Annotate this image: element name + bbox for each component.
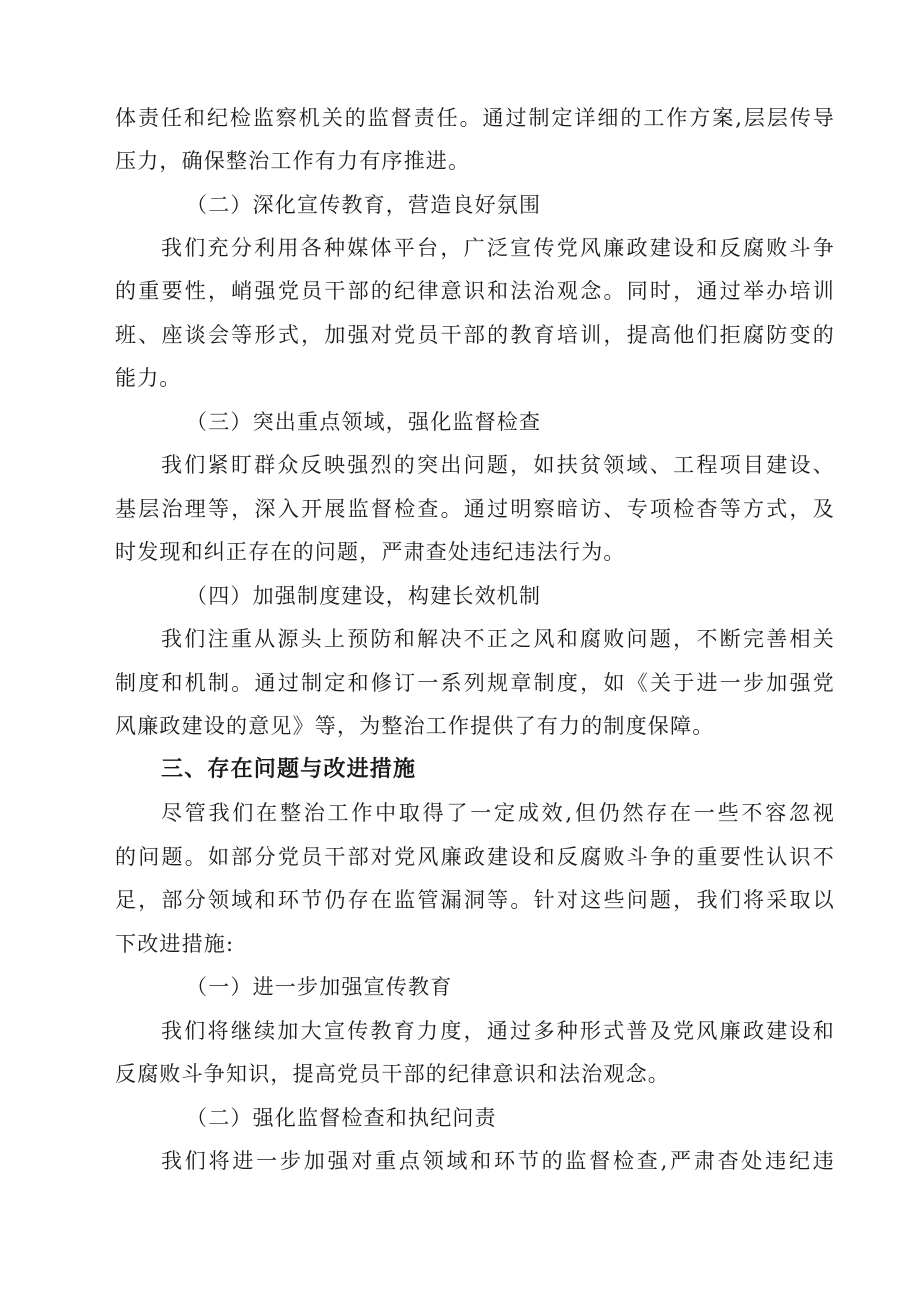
body-line: 我们紧盯群众反映强烈的突出问题，如扶贫领域、工程项目建设、 [161, 453, 835, 477]
section-subheading: （二）深化宣传教育，营造良好氛围 [186, 193, 542, 217]
section-subheading: （四）加强制度建设，构建长效机制 [186, 584, 542, 608]
section-heading: 三、存在问题与改进措施 [161, 757, 417, 782]
section-subheading: （一）进一步加强宣传教育 [186, 975, 453, 999]
body-line: 我们充分利用各种媒体平台，广泛宣传党风廉政建设和反腐败斗争 [161, 236, 835, 260]
body-line: 压力，确保整治工作有力有序推进。 [115, 149, 471, 173]
body-line: 尽管我们在整治工作中取得了一定成效,但仍然存在一些不容忽视 [161, 801, 835, 825]
body-line: 足，部分领域和环节仍存在监管漏洞等。针对这些问题，我们将采取以 [115, 888, 835, 912]
body-line: 基层治理等，深入开展监督检查。通过明察暗访、专项检杳等方式，及 [115, 497, 835, 521]
body-line: 时发现和纠正存在的问题，严肃查处违纪违法行为。 [115, 540, 626, 564]
body-line: 体责任和纪检监察机关的监督责任。通过制定详细的工作方案,层层传导 [115, 106, 835, 130]
body-line: 能力。 [115, 366, 182, 390]
body-line: 我们将继续加大宣传教育力度，通过多种形式普及党风廉政建设和 [161, 1019, 835, 1043]
body-line: 我们将进一步加强对重点领域和环节的监督检查,严肃杳处违纪违 [161, 1149, 835, 1173]
body-line: 的问题。如部分党员干部对党风廉政建设和反腐败斗争的重要性认识不 [115, 845, 835, 869]
body-line: 风廉政建设的意见》等，为整治工作提供了有力的制度保障。 [115, 714, 715, 738]
section-subheading: （三）突出重点领域，强化监督检查 [186, 410, 542, 434]
body-line: 的重要性，峭强党员干部的纪律意识和法治观念。同时，通过举办培训 [115, 279, 835, 303]
body-line: 下改进措施: [115, 932, 235, 956]
body-line: 班、座谈会等形式，加强对党员干部的教育培训，提高他们拒腐防变的 [115, 323, 835, 347]
body-line: 制度和机制。通过制定和修订一系列规章制度，如《关于进一步加强党 [115, 671, 835, 695]
section-subheading: （二）强化监督检查和执纪问责 [186, 1106, 497, 1130]
body-line: 我们注重从源头上预防和解决不正之风和腐败问题，不断完善相关 [161, 627, 835, 651]
body-line: 反腐败斗争知识，提高党员干部的纪律意识和法治观念。 [115, 1062, 670, 1086]
